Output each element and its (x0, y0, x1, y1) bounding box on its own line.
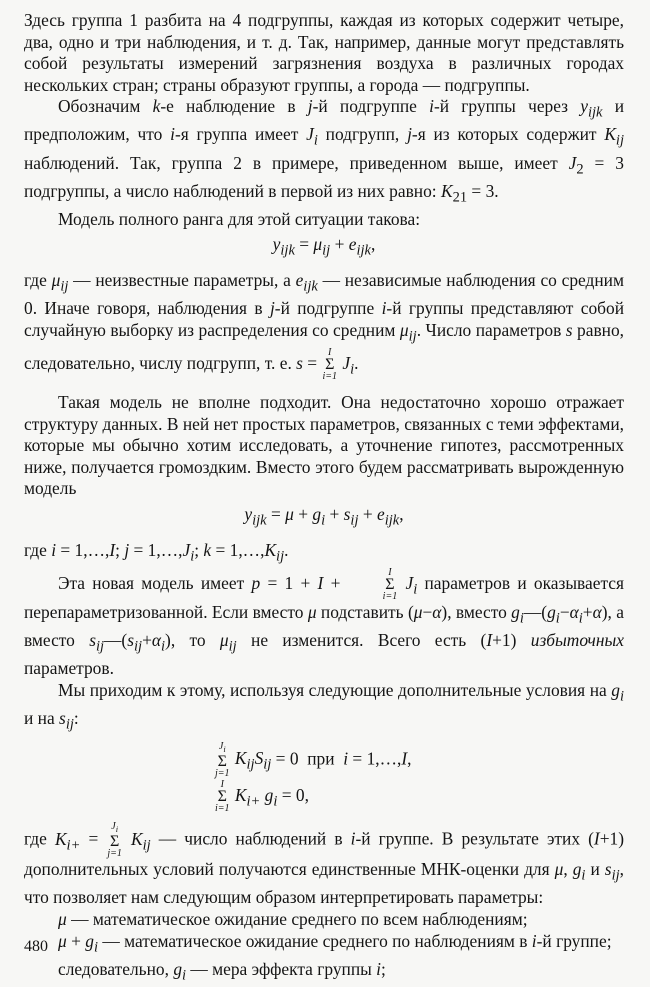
formula-full-rank: $y_{ijk} = \mu_{ij} + e_{ijk}$, (272, 234, 376, 259)
paragraph-12: следовательно, $g_i$ — мера эффекта группы i; (58, 958, 386, 984)
constraint-2: I Σ i=1 $K_{i+}$ $g_i = 0$, (215, 778, 309, 814)
constraint-equations (214, 742, 624, 816)
paragraph-7: Эта новая модель имеет p = 1 + I + I Σ i=1 $J_i$ параметров и оказывается перепараметризованной. Если вместо μ подставить (μ−α), вместо $g_i—(g_i-\alpha_i+\alpha)$, а вместо $s_{ij}—(s_{ij}+\alpha_i)$, то $\mu_{ij}$ не изменится. Всего есть (I+1) избыточных параметров. (24, 567, 624, 679)
paragraph-6: где i = 1,…,I; $j = 1,\dots,J_i$; $k = 1,\dots,K_{ij}$. (24, 540, 289, 565)
paragraph-2: Обозначим k-е наблюдение в j-й подгруппе i-й группы через $y_{ijk}$ и предположим, что i-я группа имеет $J_i$ подгрупп, j-я из которых содержит $K_{ij}$ наблюдений. Так, группа 2 в примере, приведенном выше, имеет $J_2 = 3$ подгруппы, а число наблюдений в первой из них равно: $K_{21} = 3$. (24, 96, 624, 206)
page-number: 480 (24, 938, 48, 955)
paragraph-1: Здесь группа 1 разбита на 4 подгруппы, каждая из которых содержит четыре, два, одно и три наблюдения, и т. д. Так, например, данные могут представлять собой результаты измерений загрязнения воздуха в различных городах нескольких стран; страны образуют группы, а города — подгруппы. (24, 10, 624, 95)
constraint-1: $J_i$ Σ j=1 $K_{ij}S_{ij} = 0$ при i = 1,…,I, (215, 740, 412, 779)
paragraph-9: где $K_{i+}$ = $J_i$ Σ j=1 $K_{ij}$ — число наблюдений в i-й группе. В результате этих (I+1) дополнительных условий получаются единственные МНК-оценки для μ, $g_i$ и $s_{ij}$, что позволяет нам следующим образом интерпретировать параметры: (24, 821, 624, 908)
paragraph-11: $\mu + g_i$ — математическое ожидание среднего по наблюдениям в i-й группе; (58, 930, 612, 956)
paragraph-3: Модель полного ранга для этой ситуации такова: (58, 208, 421, 229)
paragraph-5: Такая модель не вполне подходит. Она недостаточно хорошо отражает структуру данных. В ней нет простых параметров, связанных с теми эффектами, которые мы обычно хотим исследовать, а уточнение гипотез, рассмотренных ниже, получается громоздким. Вместо этого будем рассматривать вырожденную модель (24, 392, 624, 499)
paragraph-8: Мы приходим к этому, используя следующие дополнительные условия на $g_i$ и на $s_{ij}$: (24, 679, 624, 733)
formula-degenerate: $y_{ijk} = \mu + g_i + s_{ij} + e_{ijk}$, (244, 503, 404, 529)
paragraph-4: где $\mu_{ij}$ — неизвестные параметры, а $e_{ijk}$ — независимые наблюдения со средним 0. Иначе говоря, наблюдения в j-й подгруппе i-й группы представляют собой случайную выборку из распределения со средним $\mu_{ij}$. Число параметров s равно, следовательно, числу подгрупп, т. е. s = I Σ i=1 $J_i$. (24, 270, 625, 382)
paragraph-10: μ — математическое ожидание среднего по всем наблюдениям; (58, 909, 528, 930)
